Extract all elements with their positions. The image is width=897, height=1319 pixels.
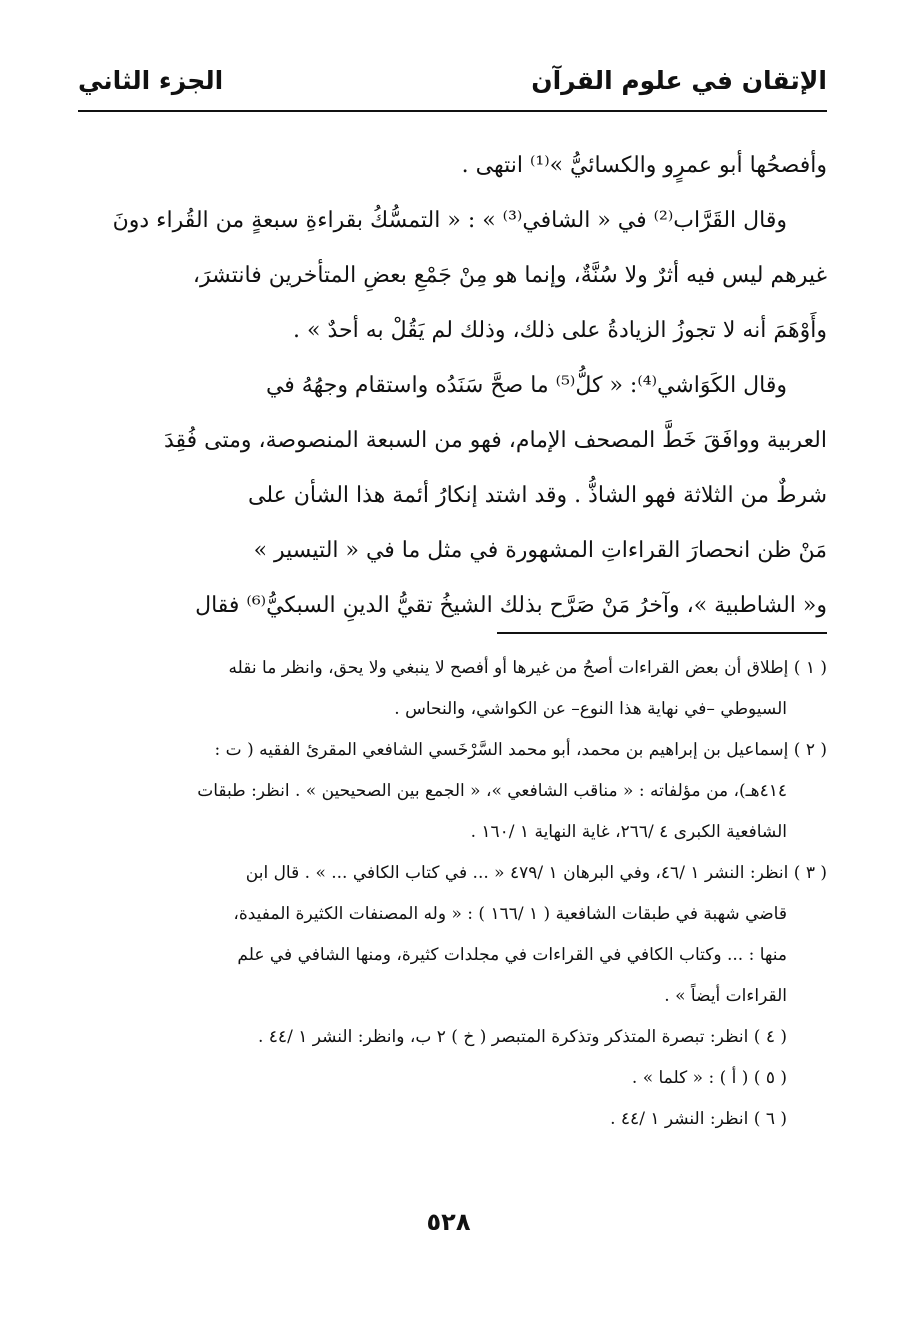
running-header — [78, 62, 827, 112]
text-line: شرطٌ من الثلاثة فهو الشاذُّ . وقد اشتد إنكارُ أئمة هذا الشأن على — [247, 483, 827, 508]
footnote-2 — [78, 730, 827, 853]
footnote-line: الشافعية الكبرى ٤ /٢٦٦، غاية النهاية ١ /١٦٠ . — [470, 822, 787, 842]
footnote-line: ( ٣ ) انظر: النشر ١ /٤٦، وفي البرهان ١ /٤٧٩ « ... في كتاب الكافي ... » . قال ابن — [245, 863, 827, 883]
footnote-line: السيوطي –في نهاية هذا النوع– عن الكواشي، والنحاس . — [394, 699, 787, 719]
footnote-line: ( ٥ ) ( أ ) : « كلما » . — [631, 1068, 787, 1088]
text-line: العربية ووافَقَ خَطَّ المصحف الإمام، فهو من السبعة المنصوصة، ومتى فُقِدَ — [163, 428, 827, 453]
part-title: الجزء الثاني — [78, 66, 224, 95]
footnote-1 — [78, 648, 827, 730]
footnote-line: ( ٤ ) انظر: تبصرة المتذكر وتذكرة المتبصر ( خ ) ٢ ب، وانظر: النشر ١ /٤٤ . — [257, 1027, 787, 1047]
footnote-4 — [78, 1017, 827, 1058]
text-line: وقال القَرَّاب⁽²⁾ في « الشافي⁽³⁾ » : « التمسُّكُ بقراءةِ سبعةٍ من القُراء دونَ — [112, 208, 787, 233]
text-line: و« الشاطبية »، وآخرُ مَنْ صَرَّح بذلك الشيخُ تقيُّ الدينِ السبكيُّ⁽⁶⁾ فقال — [195, 593, 827, 618]
text-line: مَنْ ظن انحصارَ القراءاتِ المشهورة في مثل ما في « التيسير » — [253, 538, 827, 563]
footnote-line: ( ٦ ) انظر: النشر ١ /٤٤ . — [610, 1109, 787, 1129]
footnotes — [78, 648, 827, 1140]
page-number: ٥٢٨ — [426, 1208, 471, 1236]
footnote-line: ( ٢ ) إسماعيل بن إبراهيم بن محمد، أبو محمد السَّرْخَسي الشافعي المقرئ الفقيه ( ت : — [214, 740, 827, 760]
main-text — [78, 138, 827, 633]
footnote-6 — [78, 1099, 827, 1140]
text-line: وأَوْهَمَ أنه لا تجوزُ الزيادةُ على ذلك، وذلك لم يَقُلْ به أحدٌ » . — [293, 318, 827, 343]
footnote-line: ( ١ ) إطلاق أن بعض القراءات أصحُ من غيرها أو أفصح لا ينبغي ولا يحق، وانظر ما نقله — [228, 658, 827, 678]
footnote-3 — [78, 853, 827, 1017]
footnote-line: قاضي شهبة في طبقات الشافعية ( ١ /١٦٦ ) : « وله المصنفات الكثيرة المفيدة، — [233, 904, 787, 924]
book-title: الإتقان في علوم القرآن — [531, 66, 827, 95]
footnote-line: القراءات أيضاً » . — [664, 986, 787, 1006]
text-line: وقال الكَوَاشي⁽⁴⁾: « كلُّ⁽⁵⁾ ما صحَّ سَنَدُه واستقام وجهُهُ في — [265, 373, 787, 398]
footnote-line: ٤١٤هـ)، من مؤلفاته : « مناقب الشافعي »، « الجمع بين الصحيحين » . انظر: طبقات — [197, 781, 787, 801]
footnote-5 — [78, 1058, 827, 1099]
text-line: وأفصحُها أبو عمرٍو والكسائيُّ »⁽¹⁾ انتهى . — [461, 153, 827, 178]
footnote-separator — [497, 632, 827, 634]
text-line: غيرهم ليس فيه أثرٌ ولا سُنَّةٌ، وإنما هو مِنْ جَمْعِ بعضِ المتأخرين فانتشرَ، — [192, 263, 827, 288]
footnote-line: منها : ... وكتاب الكافي في القراءات في مجلدات كثيرة، ومنها الشافي في علم — [237, 945, 787, 965]
